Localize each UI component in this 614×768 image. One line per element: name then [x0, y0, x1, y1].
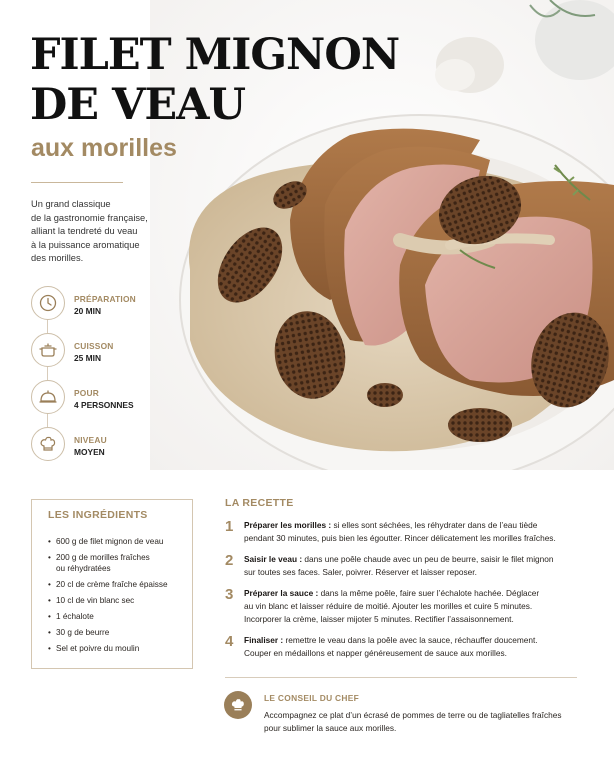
pot-icon — [39, 341, 57, 359]
list-item — [48, 611, 168, 623]
title-line-1: FILET MIGNON — [30, 30, 400, 80]
page-title — [30, 30, 399, 130]
tip-text — [264, 709, 584, 735]
title-line-2: DE VEAU — [30, 80, 246, 130]
tip-line: Accompagnez ce plat d’un écrasé de pommes de terre ou de tagliatelles fraîches — [264, 710, 562, 720]
fact-icon-circle — [31, 427, 65, 461]
intro-line: alliant la tendreté du veau — [31, 226, 138, 237]
page-subtitle: aux morilles — [31, 134, 177, 162]
fact-servings — [31, 380, 171, 427]
step-heading: Préparer la sauce : — [244, 588, 319, 598]
ingredient-text: Sel et poivre du moulin — [56, 643, 140, 653]
ingredient-text: 20 cl de crème fraîche épaisse — [56, 580, 168, 590]
fact-value: 20 MIN — [74, 306, 101, 316]
fact-icon-circle — [31, 380, 65, 414]
step-heading: Saisir le veau : — [244, 554, 303, 564]
ingredients-title: LES INGRÉDIENTS — [48, 509, 148, 521]
fact-value: 25 MIN — [74, 353, 101, 363]
step-line: au vin blanc et laisser réduire de moitié. Ajouter les morilles et cuire 5 minutes. — [244, 601, 533, 611]
fact-value: 4 PERSONNES — [74, 400, 134, 410]
step-number: 4 — [225, 633, 234, 650]
intro-line: de la gastronomie française, — [31, 212, 148, 223]
step-text — [244, 553, 584, 579]
cloche-icon — [39, 388, 57, 406]
step-heading: Finaliser : — [244, 635, 284, 645]
recipe-title: LA RECETTE — [225, 497, 294, 509]
step-line: remettre le veau dans la poêle avec la sauce, réchauffer doucement. — [283, 635, 538, 645]
intro-line: des morilles. — [31, 253, 84, 264]
step-text — [244, 634, 584, 660]
fact-level — [31, 427, 171, 474]
clock-icon — [39, 294, 57, 312]
list-item — [48, 552, 168, 575]
ingredient-text: 600 g de filet mignon de veau — [56, 537, 164, 546]
step-number: 1 — [225, 518, 234, 535]
step-text — [244, 587, 584, 626]
chef-hat-icon — [230, 697, 246, 713]
step-number: 2 — [225, 552, 234, 569]
fact-label: POUR — [74, 388, 99, 398]
fact-icon-circle — [31, 286, 65, 320]
fact-label: CUISSON — [74, 341, 114, 351]
step-number: 3 — [225, 586, 234, 603]
intro-line: Un grand classique — [31, 199, 111, 209]
ingredient-text: 200 g de morilles fraîches — [56, 552, 150, 562]
chef-hat-icon — [39, 435, 57, 453]
step-line: Incorporer la crème, laisser mijoter 5 minutes. Rectifier l’assaisonnement. — [244, 614, 514, 624]
fact-preparation — [31, 286, 171, 333]
tip-divider — [225, 677, 577, 678]
tip-line: pour sublimer la sauce aux morilles. — [264, 723, 397, 733]
ingredients-list — [48, 536, 168, 659]
fact-cooking — [31, 333, 171, 380]
step-text — [244, 519, 584, 545]
list-item — [48, 579, 168, 591]
ingredient-text: 1 échalote — [56, 612, 94, 622]
intro-text — [31, 198, 161, 266]
title-divider — [31, 182, 123, 183]
ingredient-text: ou réhydratées — [56, 564, 111, 574]
step-line: Couper en médaillons et napper généreusement de sauce aux morilles. — [244, 648, 507, 658]
list-item — [48, 643, 168, 655]
fact-icon-circle — [31, 333, 65, 367]
ingredients-box — [31, 499, 193, 669]
tip-icon-circle — [224, 691, 252, 719]
ingredient-text: 10 cl de vin blanc sec — [56, 596, 135, 606]
step-line: dans une poêle chaude avec un peu de beurre, saisir le filet mignon — [302, 554, 554, 564]
list-item — [48, 595, 168, 607]
intro-line: à la puissance aromatique — [31, 239, 140, 250]
step-line: dans la même poêle, faire suer l’échalote hachée. Déglacer — [318, 588, 540, 598]
step-heading: Préparer les morilles : — [244, 520, 332, 530]
fact-label: NIVEAU — [74, 435, 107, 445]
list-item — [48, 627, 168, 639]
ingredient-text: 30 g de beurre — [56, 628, 110, 638]
recipe-facts — [31, 286, 171, 474]
step-line: pendant 30 minutes, puis bien les égoutter. Rincer délicatement les morilles fraîches. — [244, 533, 556, 543]
list-item — [48, 536, 168, 548]
tip-title: LE CONSEIL DU CHEF — [264, 693, 360, 703]
fact-label: PRÉPARATION — [74, 294, 136, 304]
step-line: sur toutes ses faces. Saler, poivrer. Réserver et laisser reposer. — [244, 567, 477, 577]
step-line: si elles sont séchées, les réhydrater dans de l’eau tiède — [331, 520, 538, 530]
fact-value: MOYEN — [74, 447, 105, 457]
